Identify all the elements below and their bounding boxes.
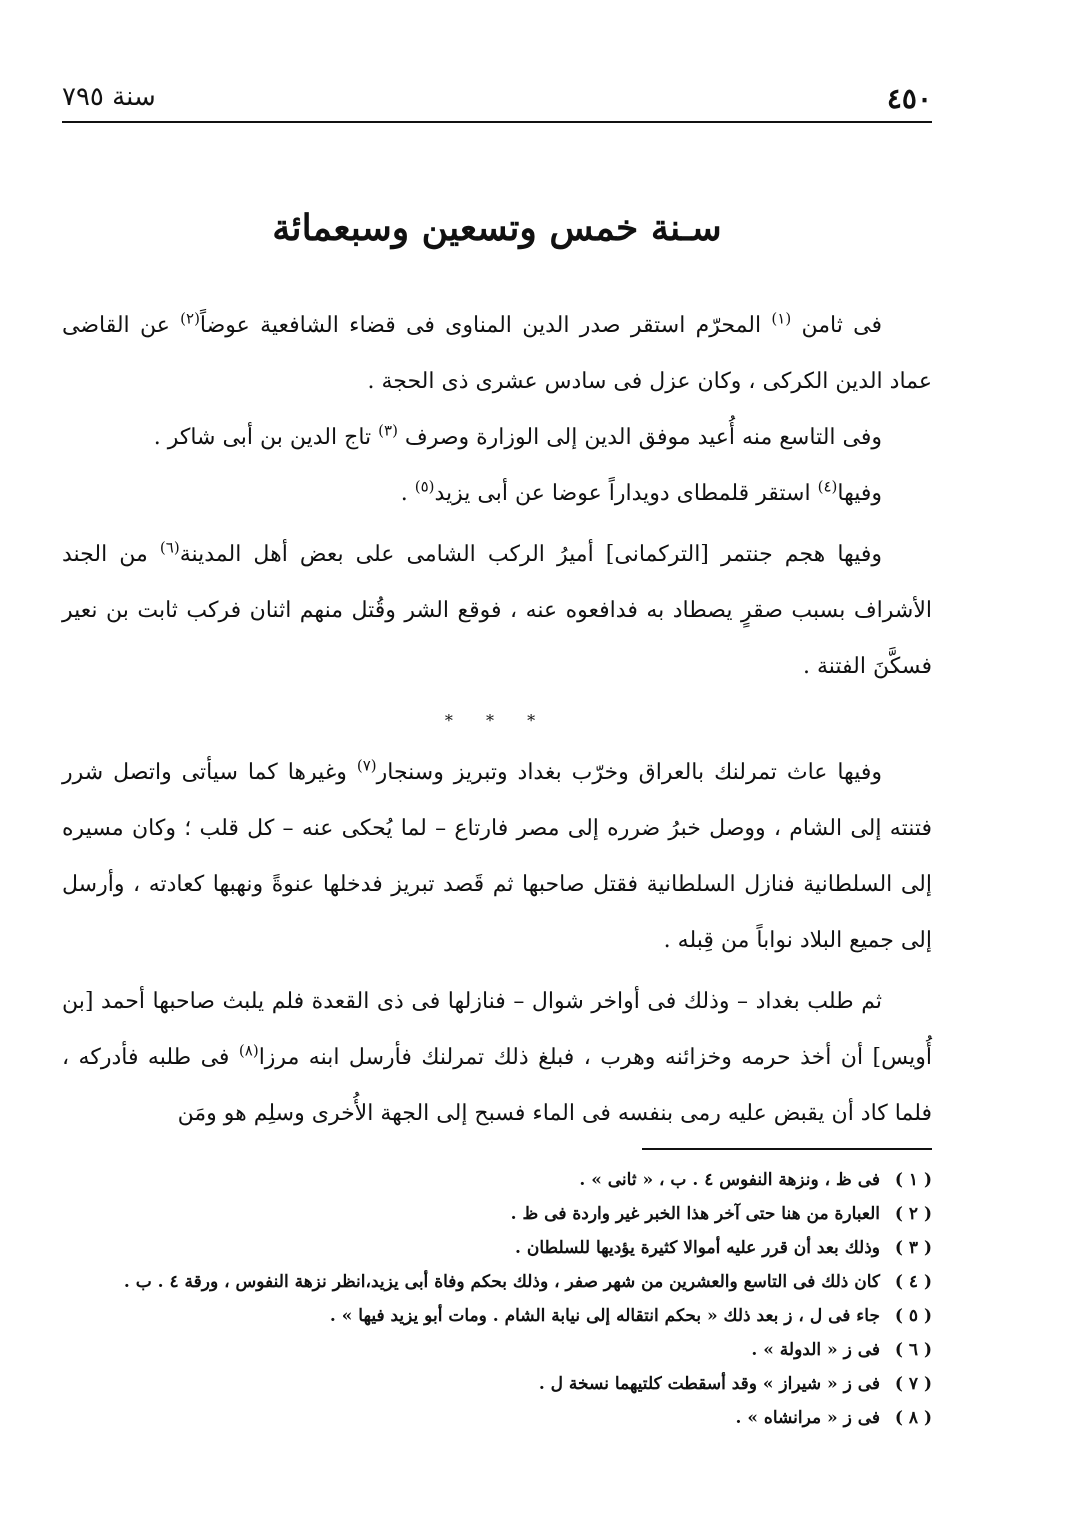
footnote-number: ( ٨ ) (894, 1408, 932, 1428)
footnote-rule (642, 1148, 932, 1150)
paragraph (62, 466, 932, 522)
footnote-number: ( ٣ ) (894, 1238, 932, 1258)
paragraph-text: فى ثامن (791, 313, 883, 338)
footnote-marker[interactable]: (٦) (159, 538, 180, 557)
footnote-number: ( ٤ ) (894, 1272, 932, 1292)
footnote-marker[interactable]: (٤) (817, 477, 838, 496)
footnote-marker[interactable]: (٢) (180, 309, 200, 328)
footnote (62, 1197, 932, 1231)
running-head (62, 82, 932, 120)
paragraph (62, 745, 932, 969)
paragraph-text: . (400, 481, 415, 506)
paragraph-text: وفى التاسع منه أُعيد موفق الدين إلى الوزارة وصرف (397, 425, 882, 450)
footnote-text: وذلك بعد أن قرر عليه أموالا كثيرة يؤديها للسلطان . (515, 1238, 880, 1258)
paragraph-text: وفيها عاث تمرلنك بالعراق وخرّب بغداد وتبريز وسنجار (376, 760, 882, 785)
section-separator: * * * (444, 711, 550, 730)
paragraph-text: ثم طلب بغداد – وذلك فى أواخر شوال – فنازلها فى ذى القعدة فلم يلبث صاحبها أحمد [بن أُويس] أن أخذ حرمه وخزائنه وهرب ، فبلغ ذلك تمرلنك فأرسل ابنه مرزا (62, 989, 932, 1070)
page-number: ٤٥٠ (886, 82, 932, 115)
footnote-marker[interactable]: (٣) (378, 421, 398, 440)
footnote-number: ( ٥ ) (894, 1306, 932, 1326)
paragraph-text: وفيها هجم جنتمر [التركمانى] أميرُ الركب الشامى على بعض أهل المدينة (179, 542, 882, 567)
footnote-marker[interactable]: (٨) (238, 1041, 259, 1060)
paragraph-text: المحرّم استقر صدر الدين المناوى فى قضاء الشافعية عوضاً (199, 313, 772, 338)
footnote-text: كان ذلك فى التاسع والعشرين من شهر صفر ، وذلك بحكم وفاة أبى يزيد،انظر نزهة النفوس ، ورقة ٤ . ب . (123, 1272, 880, 1292)
footnote-text: فى ز « الدولة » . (751, 1340, 880, 1360)
footnote-text: جاء فى ل ، ز بعد ذلك « بحكم انتقاله إلى نيابة الشام . ومات أبو يزيد فيها » . (329, 1306, 880, 1326)
footnote (62, 1333, 932, 1367)
paragraph-text: وفيها (837, 481, 882, 506)
running-title: سنة ٧٩٥ (62, 82, 156, 112)
footnote (62, 1163, 932, 1197)
paragraph-text: استقر قلمطاى دويداراً عوضا عن أبى يزيد (434, 481, 818, 506)
footnote (62, 1231, 932, 1265)
footnote-text: فى ز « مرانشاه » . (735, 1408, 880, 1428)
paragraph (62, 527, 932, 695)
footnote-marker[interactable]: (٥) (414, 477, 435, 496)
paragraph (62, 410, 932, 466)
header-rule (62, 121, 932, 123)
footnote (62, 1299, 932, 1333)
paragraph-text: من الجند الأشراف بسبب صقرٍ يصطاد به فدافعوه عنه ، فوقع الشر وقُتل منهم اثنان فركب ثابت بن نعير فسكَّنَ الفتنة . (62, 542, 932, 679)
chapter-title: سـنة خمس وتسعين وسبعمائة (272, 207, 722, 249)
footnote-number: ( ٦ ) (894, 1340, 932, 1360)
footnote (62, 1367, 932, 1401)
paragraph (62, 974, 932, 1142)
paragraph (62, 298, 932, 410)
footnote-number: ( ٢ ) (894, 1204, 932, 1224)
paragraph-text: تاج الدين بن أبى شاكر . (153, 425, 379, 450)
footnote-text: فى ظ ، ونزهة النفوس ٤ . ب ، « ثانى » . (579, 1170, 880, 1190)
paragraph-text: عن القاضى عماد الدين الكركى ، وكان عزل فى سادس عشرى ذى الحجة . (62, 313, 932, 394)
footnote-number: ( ١ ) (894, 1170, 932, 1190)
footnotes (62, 1163, 932, 1435)
footnote (62, 1265, 932, 1299)
footnote-marker[interactable]: (١) (771, 309, 792, 328)
footnote-number: ( ٧ ) (894, 1374, 932, 1394)
footnote-text: فى ز « شيراز » وقد أسقطت كلتيهما نسخة ل . (538, 1374, 880, 1394)
main-text (62, 298, 932, 1142)
footnote-text: العبارة من هنا حتى آخر هذا الخبر غير واردة فى ظ . (510, 1204, 880, 1224)
paragraph-text: فى طلبه فأدركه ، فلما كاد أن يقبض عليه رمى بنفسه فى الماء فسبح إلى الجهة الأُخرى وسلِم هو ومَن (62, 1045, 932, 1126)
paragraph-text: وغيرها كما سيأتى واتصل شرر فتنته إلى الشام ، ووصل خبرُ ضرره إلى مصر فارتاع – لما يُحكى عنه – كل قلب ؛ وكان مسيره إلى السلطانية فنازل السلطانية فقتل صاحبها ثم قَصد تبريز فدخلها عنوةً ونهبها كعادته ، وأرسل إلى جميع البلاد نواباً من قِبله . (62, 760, 932, 953)
footnote (62, 1401, 932, 1435)
footnote-marker[interactable]: (٧) (356, 756, 377, 775)
